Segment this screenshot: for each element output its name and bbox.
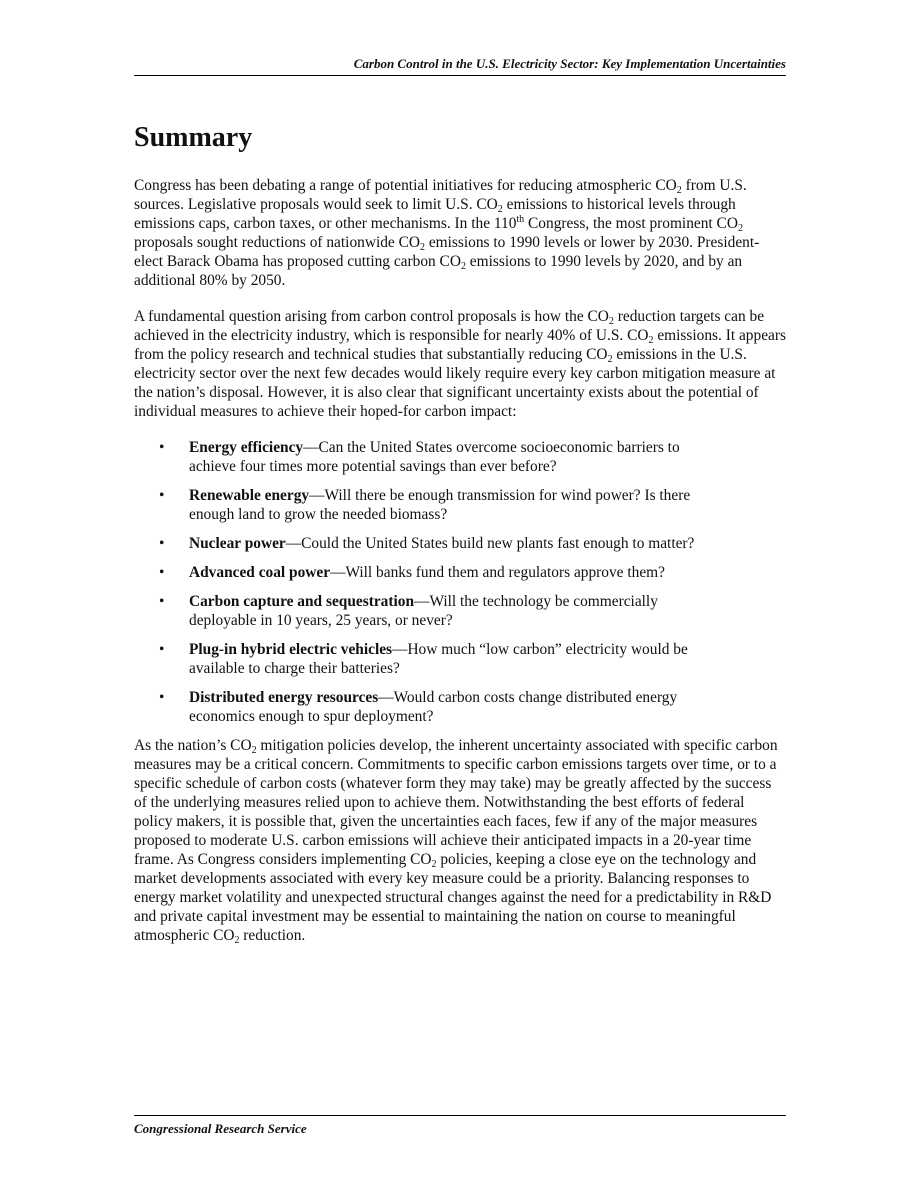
list-item-term: Advanced coal power	[189, 564, 331, 581]
list-item-term: Distributed energy resources	[189, 689, 379, 706]
running-header: Carbon Control in the U.S. Electricity Sector: Key Implementation Uncertainties	[134, 56, 786, 76]
bullet-icon: •	[159, 593, 165, 610]
paragraph-1: Congress has been debating a range of potential initiatives for reducing atmospheric $CO_2$ from U.S. sources. Legislative proposals would seek to limit U.S. $CO_2$ emissions to historical levels through emissions caps, carbon taxes, or other mechanisms. In the 110th Congress, the most prominent $CO_2$ proposals sought reductions of nationwide $CO_2$ emissions to 1990 levels or lower by 2030. President-elect Barack Obama has proposed cutting carbon $CO_2$ emissions to 1990 levels by 2020, and by an additional 80% by 2050.	[134, 177, 760, 289]
list-item	[134, 438, 729, 476]
list-item-text: —How much “low carbon” electricity would be available to charge their batteries?	[189, 641, 688, 677]
paragraph-2: A fundamental question arising from carbon control proposals is how the $CO_2$ reduction targets can be achieved in the electricity industry, which is responsible for nearly 40% of U.S. $CO_2$ emissions. It appears from the policy research and technical studies that substantially reducing $CO_2$ emissions in the U.S. electricity sector over the next few decades would likely require every key carbon mitigation measure at the nation’s disposal. However, it is also clear that significant uncertainty exists about the potential of individual measures to achieve their hoped-for carbon impact:	[134, 308, 786, 420]
bullet-icon: •	[159, 439, 165, 456]
list-item	[134, 688, 729, 726]
bullet-icon: •	[159, 641, 165, 658]
list-item-term: Energy efficiency	[189, 439, 304, 456]
bullet-icon: •	[159, 689, 165, 706]
paragraph-3: As the nation’s $CO_2$ mitigation policies develop, the inherent uncertainty associated with specific carbon measures may be a critical concern. Commitments to specific carbon emissions targets over time, or to a specific schedule of carbon costs (whatever form they may take) may be greatly affected by the success of the underlying measures relied upon to achieve them. Notwithstanding the best efforts of federal policy makers, it is possible that, given the uncertainties each faces, few if any of the major measures proposed to moderate U.S. carbon emissions will achieve their anticipated impacts in a 20-year time frame. As Congress considers implementing $CO_2$ policies, keeping a close eye on the technology and market developments associated with every key measure could be a priority. Balancing responses to energy market volatility and unexpected structural changes against the need for a predictability in R&D and private capital investment may be essential to maintaining the nation on course to meaningful atmospheric $CO_2$ reduction.	[134, 737, 778, 946]
list-item-term: Nuclear power	[189, 535, 286, 552]
summary-body	[134, 176, 786, 962]
list-item-text: —Would carbon costs change distributed energy economics enough to spur deployment?	[189, 689, 678, 725]
list-item	[134, 563, 729, 582]
list-item-term: Carbon capture and sequestration	[189, 593, 415, 610]
list-item	[134, 592, 729, 630]
list-item	[134, 534, 729, 553]
list-item-text: —Can the United States overcome socioeconomic barriers to achieve four times more potential savings than ever before?	[189, 439, 680, 475]
bullet-icon: •	[159, 487, 165, 504]
bullet-icon: •	[159, 535, 165, 552]
list-item-text: —Could the United States build new plants fast enough to matter?	[285, 535, 695, 552]
footer: Congressional Research Service	[134, 1121, 307, 1136]
list-item	[134, 486, 729, 524]
list-item-text: —Will banks fund them and regulators approve them?	[330, 564, 665, 581]
list-item-term: Plug-in hybrid electric vehicles	[189, 641, 393, 658]
uncertainty-list	[134, 438, 786, 726]
footer-rule	[134, 1115, 786, 1116]
list-item-text: —Will the technology be commercially deployable in 10 years, 25 years, or never?	[189, 593, 658, 629]
page-title: Summary	[134, 122, 253, 153]
list-item	[134, 640, 729, 678]
list-item-term: Renewable energy	[189, 487, 310, 504]
bullet-icon: •	[159, 564, 165, 581]
list-item-text: —Will there be enough transmission for wind power? Is there enough land to grow the needed biomass?	[189, 487, 691, 523]
